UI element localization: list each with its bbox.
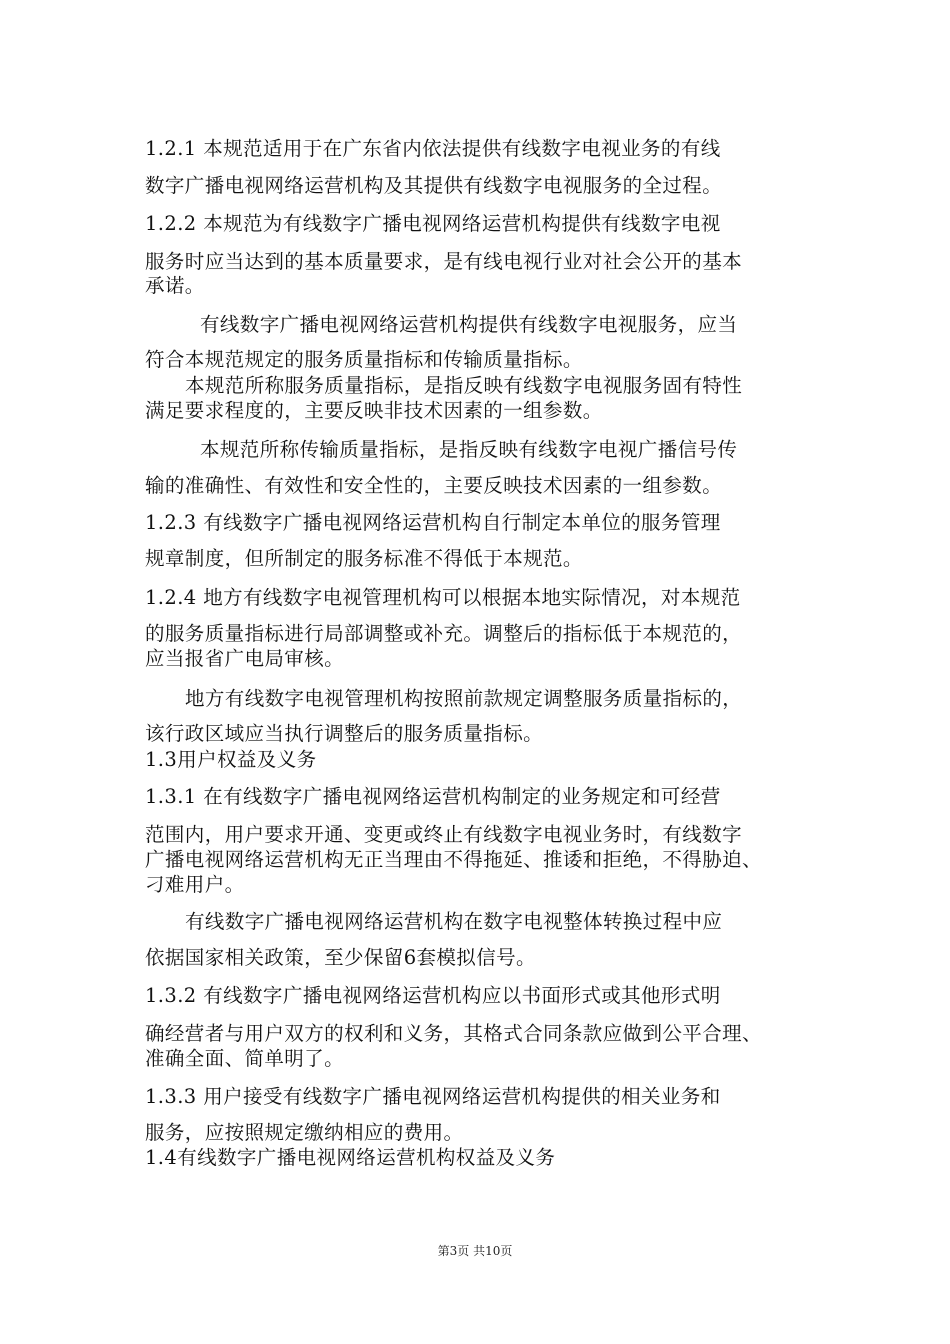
text-line: 确经营者与用户双方的权利和义务，其格式合同条款应做到公平合理、 [145, 1022, 762, 1045]
section-heading: 1.4有线数字广播电视网络运营机构权益及义务 [145, 1146, 556, 1169]
text-line: 1.3.3 用户接受有线数字广播电视网络运营机构提供的相关业务和 [145, 1085, 721, 1108]
text-line: 承诺。 [145, 274, 205, 297]
text-line: 1.2.2 本规范为有线数字广播电视网络运营机构提供有线数字电视 [145, 212, 721, 235]
text-line: 应当报省广电局审核。 [145, 647, 345, 670]
text-line: 规章制度，但所制定的服务标准不得低于本规范。 [145, 547, 583, 570]
text-line: 本规范所称服务质量指标，是指反映有线数字电视服务固有特性 [185, 374, 743, 397]
text-line: 满足要求程度的，主要反映非技术因素的一组参数。 [145, 399, 603, 422]
page-footer: 第3页 共10页 [437, 1244, 513, 1258]
text-line: 该行政区域应当执行调整后的服务质量指标。 [145, 722, 544, 745]
text-line: 依据国家相关政策，至少保留6套模拟信号。 [145, 946, 536, 969]
text-line: 1.2.4 地方有线数字电视管理机构可以根据本地实际情况，对本规范 [145, 586, 741, 609]
text-line: 1.2.1 本规范适用于在广东省内依法提供有线数字电视业务的有线 [145, 137, 721, 160]
text-line: 1.3.2 有线数字广播电视网络运营机构应以书面形式或其他形式明 [145, 984, 721, 1007]
text-line: 的服务质量指标进行局部调整或补充。调整后的指标低于本规范的， [145, 622, 743, 645]
text-line: 地方有线数字电视管理机构按照前款规定调整服务质量指标的， [185, 687, 743, 710]
text-line: 本规范所称传输质量指标，是指反映有线数字电视广播信号传 [200, 438, 738, 461]
text-line: 数字广播电视网络运营机构及其提供有线数字电视服务的全过程。 [145, 174, 723, 197]
text-line: 有线数字广播电视网络运营机构在数字电视整体转换过程中应 [185, 910, 723, 933]
text-line: 输的准确性、有效性和安全性的，主要反映技术因素的一组参数。 [145, 474, 723, 497]
text-line: 范围内，用户要求开通、变更或终止有线数字电视业务时，有线数字 [145, 823, 743, 846]
text-line: 服务时应当达到的基本质量要求，是有线电视行业对社会公开的基本 [145, 250, 743, 273]
text-line: 1.2.3 有线数字广播电视网络运营机构自行制定本单位的服务管理 [145, 511, 721, 534]
text-line: 准确全面、简单明了。 [145, 1047, 345, 1070]
text-line: 1.3.1 在有线数字广播电视网络运营机构制定的业务规定和可经营 [145, 785, 721, 808]
section-heading: 1.3用户权益及义务 [145, 748, 317, 771]
text-line: 符合本规范规定的服务质量指标和传输质量指标。 [145, 348, 583, 371]
text-line: 刁难用户。 [145, 873, 245, 896]
text-line: 有线数字广播电视网络运营机构提供有线数字电视服务，应当 [200, 313, 738, 336]
text-line: 广播电视网络运营机构无正当理由不得拖延、推诿和拒绝，不得胁迫、 [145, 848, 762, 871]
text-line: 服务，应按照规定缴纳相应的费用。 [145, 1121, 464, 1144]
